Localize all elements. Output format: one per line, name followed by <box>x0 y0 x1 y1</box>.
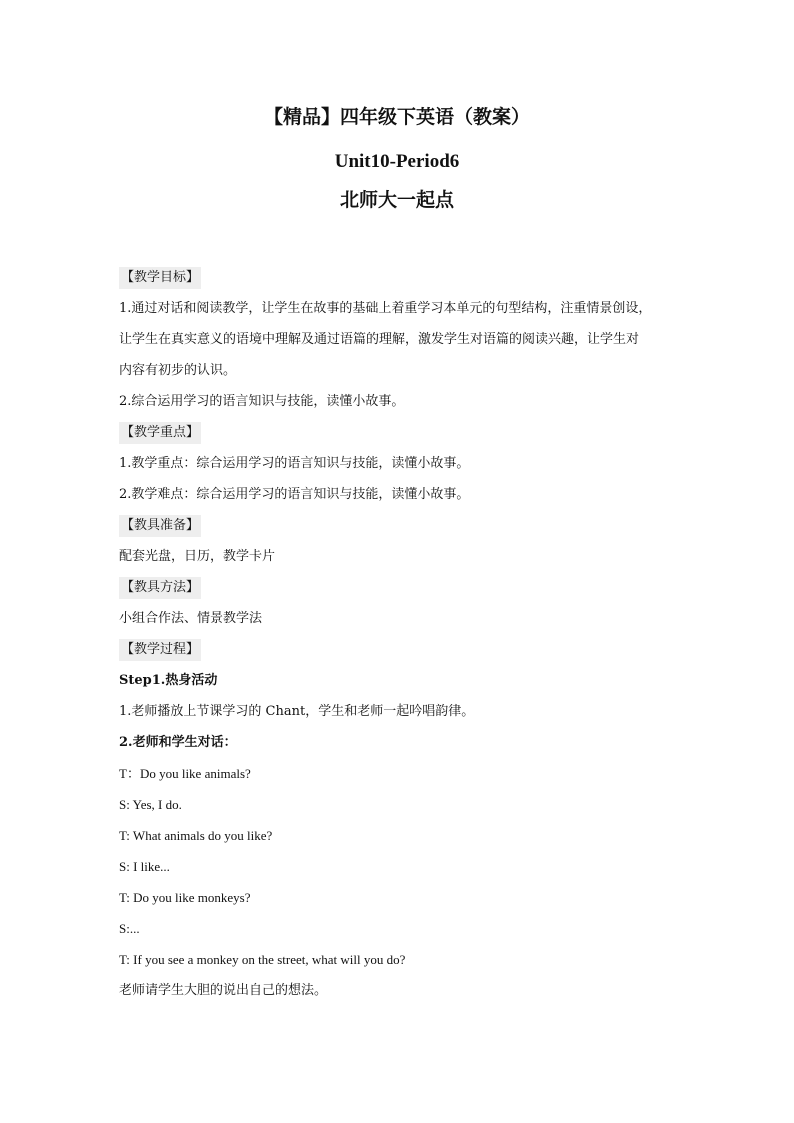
keypoint-2: 2.教学难点：综合运用学习的语言知识与技能，读懂小故事。 <box>119 487 470 502</box>
section-heading-objectives: 【教学目标】 <box>119 267 201 289</box>
objective-1-line-1: 1.通过对话和阅读教学，让学生在故事的基础上着重学习本单元的句型结构，注重情景创设， <box>119 301 652 316</box>
dialogue-line: S: Yes, I do. <box>119 797 182 812</box>
step-1-heading: Step1.热身活动 <box>119 673 218 688</box>
section-heading-materials: 【教具准备】 <box>119 515 201 537</box>
dialogue-line: T: What animals do you like? <box>119 828 273 843</box>
dialogue-line: S: I like... <box>119 859 170 874</box>
dialogue-line: T: If you see a monkey on the street, what will you do? <box>119 952 406 967</box>
process-item-1: 1.老师播放上节课学习的 Chant，学生和老师一起吟唱韵律。 <box>119 704 475 719</box>
objective-1-line-3: 内容有初步的认识。 <box>119 363 237 378</box>
publisher-title: 北师大一起点 <box>339 189 454 211</box>
unit-title: Unit10-Period6 <box>334 151 460 172</box>
section-heading-process: 【教学过程】 <box>119 639 201 661</box>
dialogue-line: S:... <box>119 921 140 936</box>
process-item-2: 2.老师和学生对话： <box>119 735 237 750</box>
section-heading-methods: 【教具方法】 <box>119 577 201 599</box>
dialogue-line: T: Do you like monkeys? <box>119 890 251 905</box>
document-title: 【精品】四年级下英语（教案） <box>263 106 530 128</box>
process-closing: 老师请学生大胆的说出自己的想法。 <box>119 983 328 998</box>
objective-2: 2.综合运用学习的语言知识与技能，读懂小故事。 <box>119 394 405 409</box>
keypoint-1: 1.教学重点：综合运用学习的语言知识与技能，读懂小故事。 <box>119 456 470 471</box>
materials-text: 配套光盘，日历，教学卡片 <box>119 549 276 564</box>
objective-1-line-2: 让学生在真实意义的语境中理解及通过语篇的理解，激发学生对语篇的阅读兴趣，让学生对 <box>119 332 640 347</box>
section-heading-keypoints: 【教学重点】 <box>119 422 201 444</box>
methods-text: 小组合作法、情景教学法 <box>119 611 263 626</box>
lesson-content <box>119 266 679 1010</box>
dialogue-line: T：Do you like animals? <box>119 766 251 781</box>
